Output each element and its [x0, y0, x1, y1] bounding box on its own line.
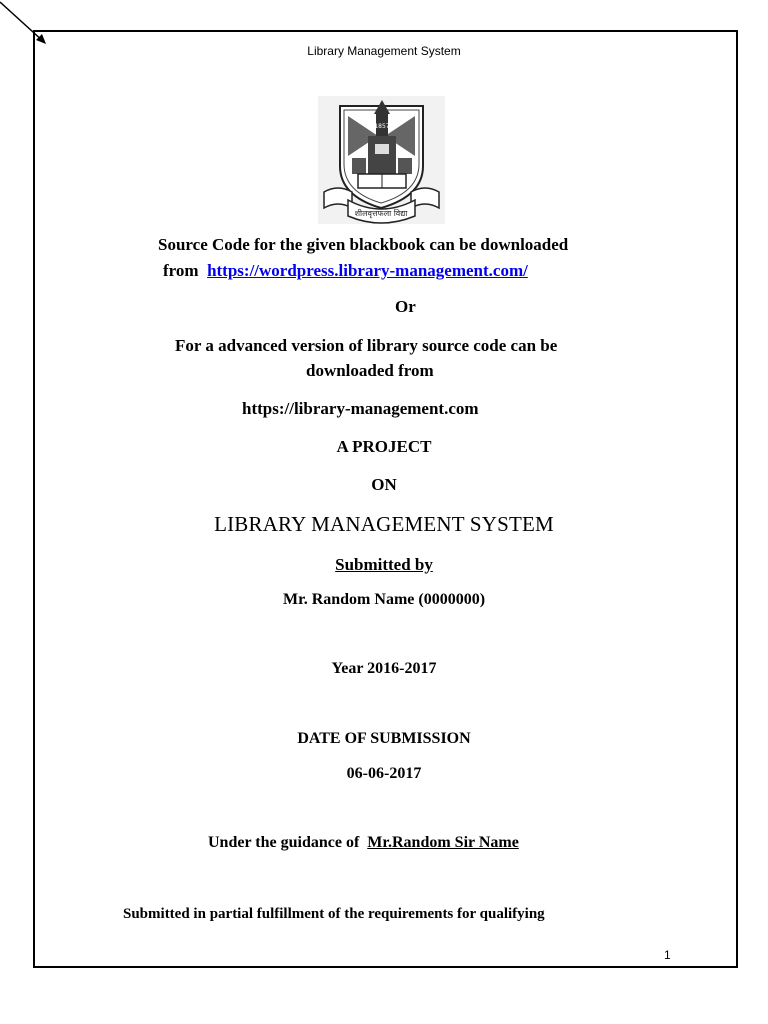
page-number: 1 — [664, 948, 671, 962]
guide-name: Mr.Random Sir Name — [367, 834, 519, 851]
download-line-2 — [163, 261, 528, 281]
download-from-label: from — [163, 261, 199, 280]
submitter-name: Mr. Random Name (0000000) — [282, 591, 486, 608]
submitted-by-label: Submitted by — [335, 555, 433, 574]
project-title: LIBRARY MANAGEMENT SYSTEM — [214, 512, 554, 536]
a-project-label: A PROJECT — [336, 437, 432, 456]
or-separator: Or — [395, 297, 416, 316]
download-line-1: Source Code for the given blackbook can be downloaded — [158, 235, 569, 254]
wordpress-source-link[interactable]: https://wordpress.library-management.com/ — [207, 261, 528, 280]
page-header: Library Management System — [307, 44, 461, 58]
crest-year: 1857 — [374, 123, 390, 130]
submission-date: 06-06-2017 — [346, 765, 422, 782]
advanced-version-line-1: For a advanced version of library source code can be — [175, 336, 558, 355]
on-label: ON — [371, 475, 397, 494]
advanced-version-line-2: downloaded from — [306, 361, 434, 380]
guidance-line — [208, 834, 519, 852]
crest-motto: शीलवृत्तफला विद्या — [354, 209, 408, 218]
university-crest-logo — [318, 96, 445, 224]
partial-fulfillment-statement: Submitted in partial fulfillment of the requirements for qualifying — [123, 906, 545, 922]
advanced-source-url: https://library-management.com — [242, 399, 479, 418]
guidance-prefix: Under the guidance of — [208, 834, 360, 851]
academic-year: Year 2016-2017 — [331, 660, 437, 677]
date-of-submission-label: DATE OF SUBMISSION — [297, 730, 471, 747]
